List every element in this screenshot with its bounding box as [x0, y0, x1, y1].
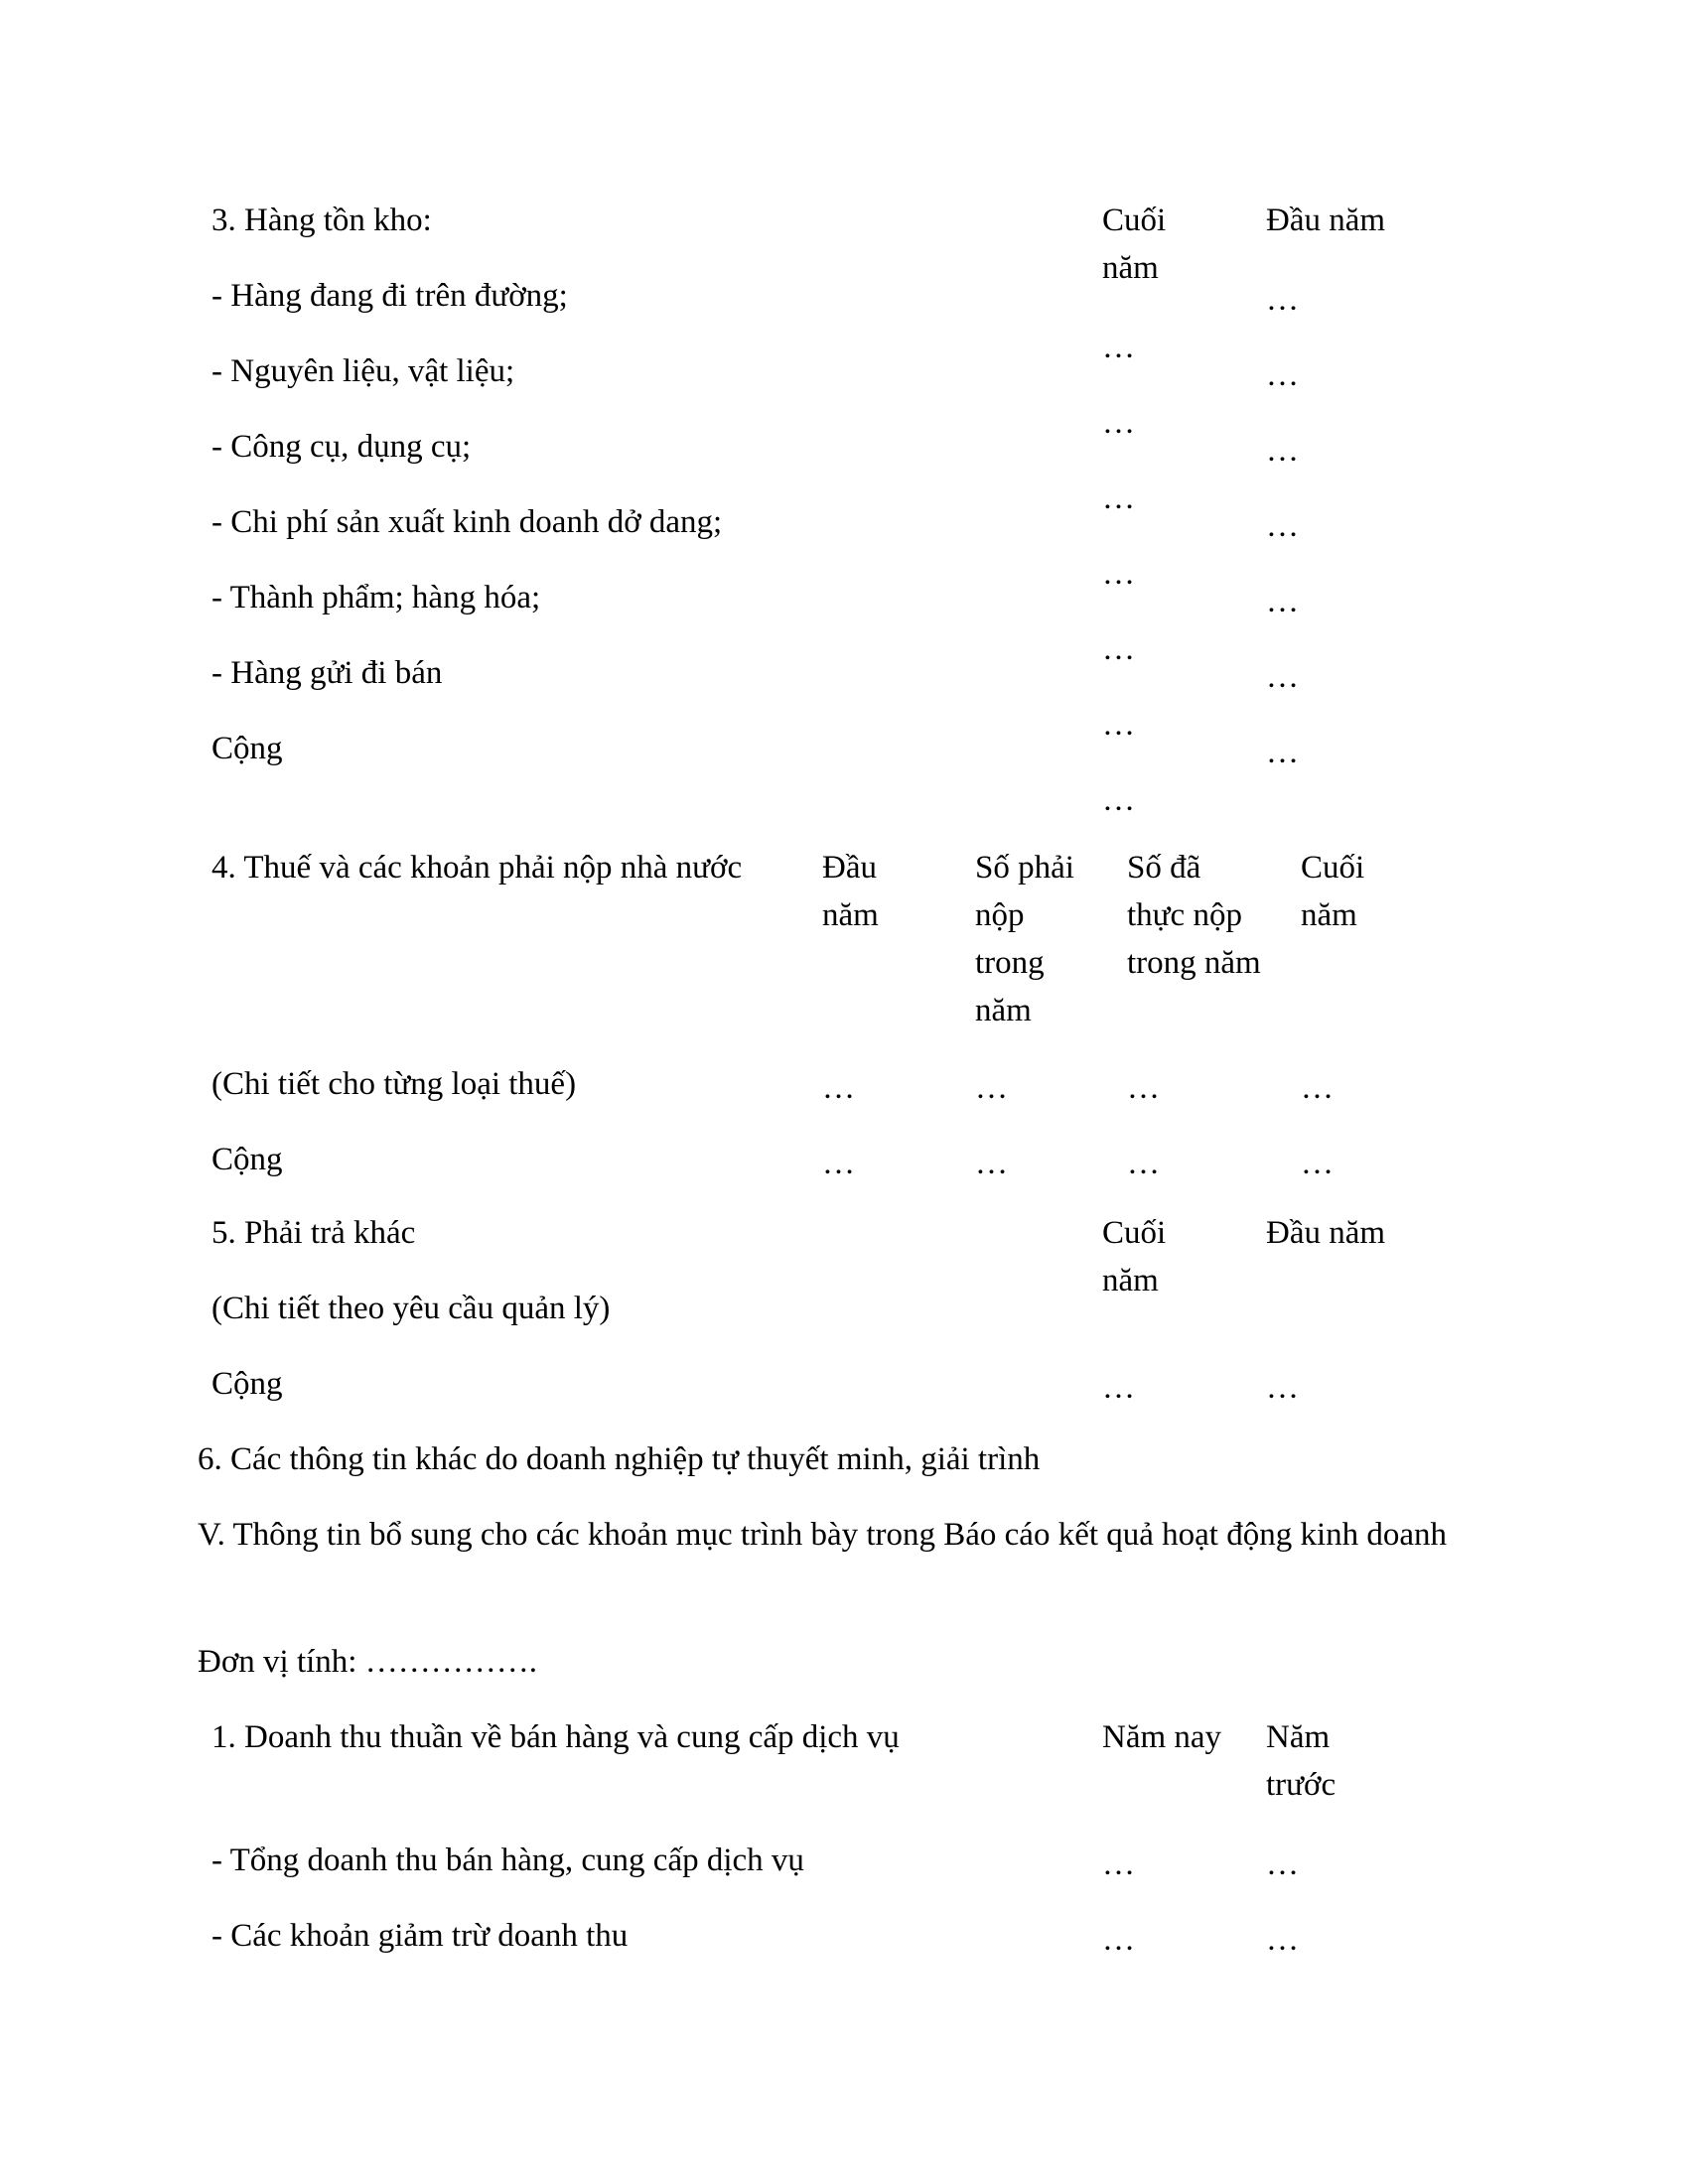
section-3-item-label: - Hàng gửi đi bán	[211, 655, 443, 691]
section-3-item-start-value: …	[1266, 282, 1299, 318]
section-6-title: 6. Các thông tin khác do doanh nghiệp tự thuyết minh, giải trình	[198, 1441, 1041, 1477]
section-4-col-start-header: Đầu năm	[822, 850, 879, 933]
section-5-col-end-header: Cuối năm	[1102, 1215, 1167, 1298]
section-5-total-start-value: …	[1266, 1370, 1299, 1406]
v1-title: 1. Doanh thu thuần về bán hàng và cung cấp dịch vụ	[211, 1719, 900, 1755]
section-3-item-end-value: …	[1102, 707, 1135, 743]
section-3-item-start-value: …	[1266, 357, 1299, 393]
section-3-item-start-value: …	[1266, 508, 1299, 544]
section-3-item-label: - Nguyên liệu, vật liệu;	[211, 353, 515, 389]
section-4-total-label: Cộng	[211, 1142, 283, 1177]
v1-item-label: - Các khoản giảm trừ doanh thu	[211, 1918, 629, 1954]
section-3-item-label: - Công cụ, dụng cụ;	[211, 429, 472, 465]
v1-item-prev-value: …	[1266, 1922, 1299, 1958]
section-3-item-end-value: …	[1102, 405, 1135, 441]
section-4-total-end-value: …	[1301, 1146, 1334, 1181]
section-3-item-label: - Thành phẩm; hàng hóa;	[211, 580, 541, 615]
section-3-col-end-header: Cuối năm	[1102, 203, 1167, 286]
section-5-total-label: Cộng	[211, 1366, 283, 1402]
section-4-detail-label: (Chi tiết cho từng loại thuế)	[211, 1066, 577, 1102]
v1-item-this-value: …	[1102, 1922, 1135, 1958]
section-3-item-end-value: …	[1102, 480, 1135, 516]
section-5-title: 5. Phải trả khác	[211, 1215, 416, 1251]
section-3-total-label: Cộng	[211, 731, 283, 766]
section-4-detail-start-value: …	[822, 1070, 855, 1106]
section-3-total-start-value: …	[1266, 735, 1299, 770]
section-3-col-start-header: Đầu năm	[1266, 203, 1386, 238]
section-4-total-payable-value: …	[975, 1146, 1008, 1181]
section-3-item-end-value: …	[1102, 631, 1135, 667]
v1-col-this-year-header: Năm nay	[1102, 1719, 1222, 1755]
section-4-col-paid-header: Số đã thực nộp trong năm	[1127, 850, 1261, 981]
section-3-item-label: - Hàng đang đi trên đường;	[211, 278, 568, 314]
part-v-title: V. Thông tin bổ sung cho các khoản mục trình bày trong Báo cáo kết quả hoạt động kinh doanh	[198, 1517, 1448, 1553]
section-3-item-end-value: …	[1102, 556, 1135, 592]
section-3-item-end-value: …	[1102, 330, 1135, 365]
section-4-total-start-value: …	[822, 1146, 855, 1181]
unit-line: Đơn vị tính: …………….	[198, 1644, 537, 1680]
section-5-detail-label: (Chi tiết theo yêu cầu quản lý)	[211, 1291, 611, 1326]
section-4-col-end-header: Cuối năm	[1301, 850, 1365, 933]
section-4-detail-end-value: …	[1301, 1070, 1334, 1106]
section-5-total-end-value: …	[1102, 1370, 1135, 1406]
section-4-title: 4. Thuế và các khoản phải nộp nhà nước	[211, 850, 743, 886]
v1-col-prev-year-header: Năm trước	[1266, 1719, 1336, 1803]
section-3-total-end-value: …	[1102, 782, 1135, 818]
v1-item-this-value: …	[1102, 1846, 1135, 1882]
section-3-item-label: - Chi phí sản xuất kinh doanh dở dang;	[211, 504, 723, 540]
section-4-col-payable-header: Số phải nộp trong năm	[975, 850, 1074, 1028]
section-4-detail-paid-value: …	[1127, 1070, 1160, 1106]
section-3-item-start-value: …	[1266, 584, 1299, 619]
section-4-total-paid-value: …	[1127, 1146, 1160, 1181]
section-3-item-start-value: …	[1266, 659, 1299, 695]
section-4-detail-payable-value: …	[975, 1070, 1008, 1106]
v1-item-label: - Tổng doanh thu bán hàng, cung cấp dịch vụ	[211, 1843, 804, 1878]
section-5-col-start-header: Đầu năm	[1266, 1215, 1386, 1251]
v1-item-prev-value: …	[1266, 1846, 1299, 1882]
section-3-item-start-value: …	[1266, 433, 1299, 469]
section-3-title: 3. Hàng tồn kho:	[211, 203, 432, 238]
